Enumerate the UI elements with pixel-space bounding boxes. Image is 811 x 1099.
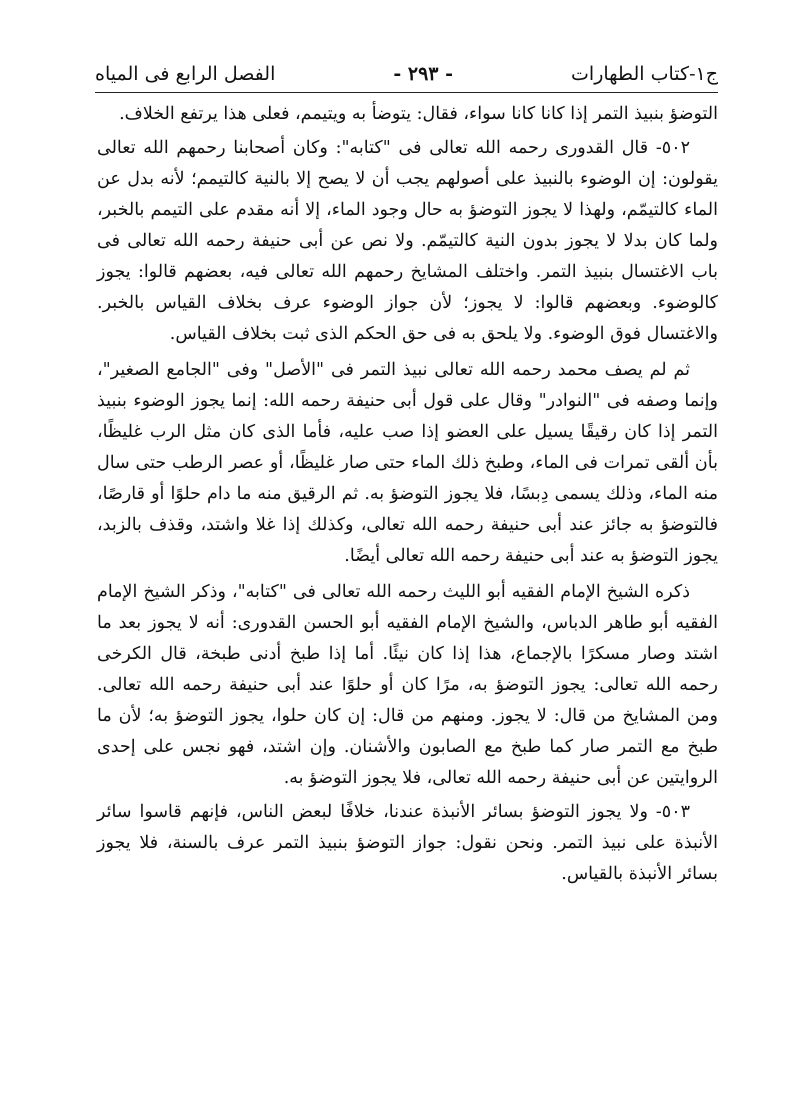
header-divider	[95, 92, 718, 93]
paragraph: ثم لم يصف محمد رحمه الله تعالى نبيذ التمر فى "الأصل" وفى "الجامع الصغير"، وإنما وصفه فى "النوادر" وقال على قول أبى حنيفة رحمه الله: إنما يجوز الوضوء بنبيذ التمر إذا كان رقيقًا يسيل على العضو إذا صب عليه، فأما الذى كان مثل الرب غليظًا، بأن ألقى تمرات فى الماء، وطبخ ذلك الماء حتى صار غليظًا، أو عصر الرطب حتى سال منه الماء، وذلك يسمى دِبسًا، فلا يجوز التوضؤ به. ثم الرقيق منه ما دام حلوًا أو قارصًا، فالتوضؤ به جائز عند أبى حنيفة رحمه الله تعالى، وكذلك إذا غلا واشتد، وقذف بالزبد، يجوز التوضؤ به عند أبى حنيفة رحمه الله تعالى أيضًا.	[97, 360, 718, 566]
paragraph: ذكره الشيخ الإمام الفقيه أبو الليث رحمه الله تعالى فى "كتابه"، وذكر الشيخ الإمام الفقيه أبو طاهر الدباس، والشيخ الإمام الفقيه أبو الحسن القدورى: أنه لا يجوز بعد ما اشتد وصار مسكرًا بالإجماع، هذا إذا كان نيئًا. أما إذا طبخ أدنى طبخة، قال الكرخى رحمه الله تعالى: يجوز التوضؤ به، مرًا كان أو حلوًا عند أبى حنيفة رحمه الله تعالى. ومن المشايخ من قال: لا يجوز. ومنهم من قال: إن كان حلوا، يجوز التوضؤ به؛ لأن ما طبخ مع التمر صار كما طبخ مع الصابون والأشنان. وإن اشتد، فهو نجس على إحدى الروايتين عن أبى حنيفة رحمه الله تعالى، فلا يجوز التوضؤ به.	[97, 582, 718, 788]
page-number: - ٢٩٣ -	[393, 63, 454, 85]
header-chapter-title: الفصل الرابع فى المياه	[95, 63, 276, 85]
running-header	[95, 58, 718, 90]
page-body	[97, 99, 718, 893]
header-book-title: ج١-كتاب الطهارات	[571, 63, 718, 85]
paragraph: ٥٠٢- قال القدورى رحمه الله تعالى فى "كتابه": وكان أصحابنا رحمهم الله تعالى يقولون: إن الوضوء بالنبيذ على أصولهم يجب أن لا يصح إلا بالنية كالتيمم؛ لأنه بدل عن الماء كالتيمّم، ولهذا لا يجوز التوضؤ به حال وجود الماء، إلا أنه مقدم على التيمم بالخبر، ولما كان بدلا لا يجوز بدون النية كالتيمّم. ولا نص عن أبى حنيفة رحمه الله تعالى فى باب الاغتسال بنبيذ التمر. واختلف المشايخ رحمهم الله تعالى فيه، بعضهم قالوا: يجوز كالوضوء. وبعضهم قالوا: لا يجوز؛ لأن جواز الوضوء عرف بخلاف القياس بالخبر. والاغتسال فوق الوضوء. ولا يلحق به فى حق الحكم الذى ثبت بخلاف القياس.	[97, 138, 718, 344]
paragraph: ٥٠٣- ولا يجوز التوضؤ بسائر الأنبذة عندنا، خلافًا لبعض الناس، فإنهم قاسوا سائر الأنبذة على نبيذ التمر. ونحن نقول: جواز التوضؤ بنبيذ التمر عرف بالسنة، فلا يجوز بسائر الأنبذة بالقياس.	[97, 802, 718, 884]
paragraph: التوضؤ بنبيذ التمر إذا كانا كانا سواء، فقال: يتوضأ به ويتيمم، فعلى هذا يرتفع الخلاف.	[119, 104, 718, 124]
